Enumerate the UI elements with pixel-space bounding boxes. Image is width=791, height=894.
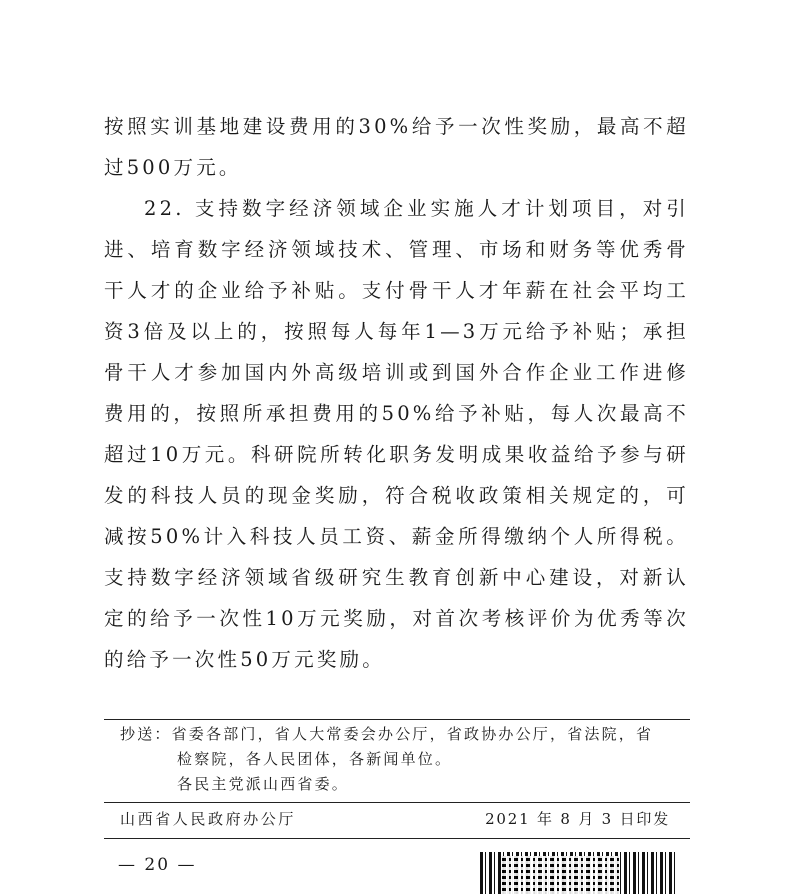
distribution-line-1: 抄送：省委各部门，省人大常委会办公厅，省政协办公厅，省法院，省 bbox=[120, 725, 654, 743]
qr-code-image bbox=[502, 856, 620, 894]
distribution-line-2: 检察院，各人民团体，各新闻单位。 bbox=[177, 750, 453, 768]
paragraph-item-22: 22. 支持数字经济领域企业实施人才计划项目，对引进、培育数字经济领域技术、管理、市场和财务等优秀骨干人才的企业给予补贴。支付骨干人才年薪在社会平均工资3倍及以上的，按照每人每年1—3万元给予补贴；承担骨干人才参加国内外高级培训或到国外合作企业工作进修费用的，按照所承担费用的50%给予补贴，每人次最高不超过10万元。科研院所转化职务发明成果收益给予参与研发的科技人员的现金奖励，符合税收政策相关规定的，可减按50%计入科技人员工资、薪金所得缴纳个人所得税。支持数字经济领域省级研究生教育创新中心建设，对新认定的给予一次性10万元奖励，对首次考核评价为优秀等次的给予一次性50万元奖励。 bbox=[104, 197, 689, 671]
issue-date: 2021 年 8 月 3 日印发 bbox=[485, 810, 670, 828]
issuer: 山西省人民政府办公厅 bbox=[120, 810, 297, 828]
top-rule bbox=[104, 719, 690, 720]
middle-rule bbox=[104, 802, 690, 803]
distribution-list bbox=[120, 722, 680, 797]
body-text bbox=[104, 106, 689, 680]
bottom-rule bbox=[104, 838, 690, 839]
distribution-line-3: 各民主党派山西省委。 bbox=[177, 775, 350, 793]
page-number: — 20 — bbox=[118, 855, 197, 875]
paragraph-continuation: 按照实训基地建设费用的30%给予一次性奖励，最高不超过500万元。 bbox=[104, 115, 689, 179]
barcode-image bbox=[480, 852, 676, 894]
